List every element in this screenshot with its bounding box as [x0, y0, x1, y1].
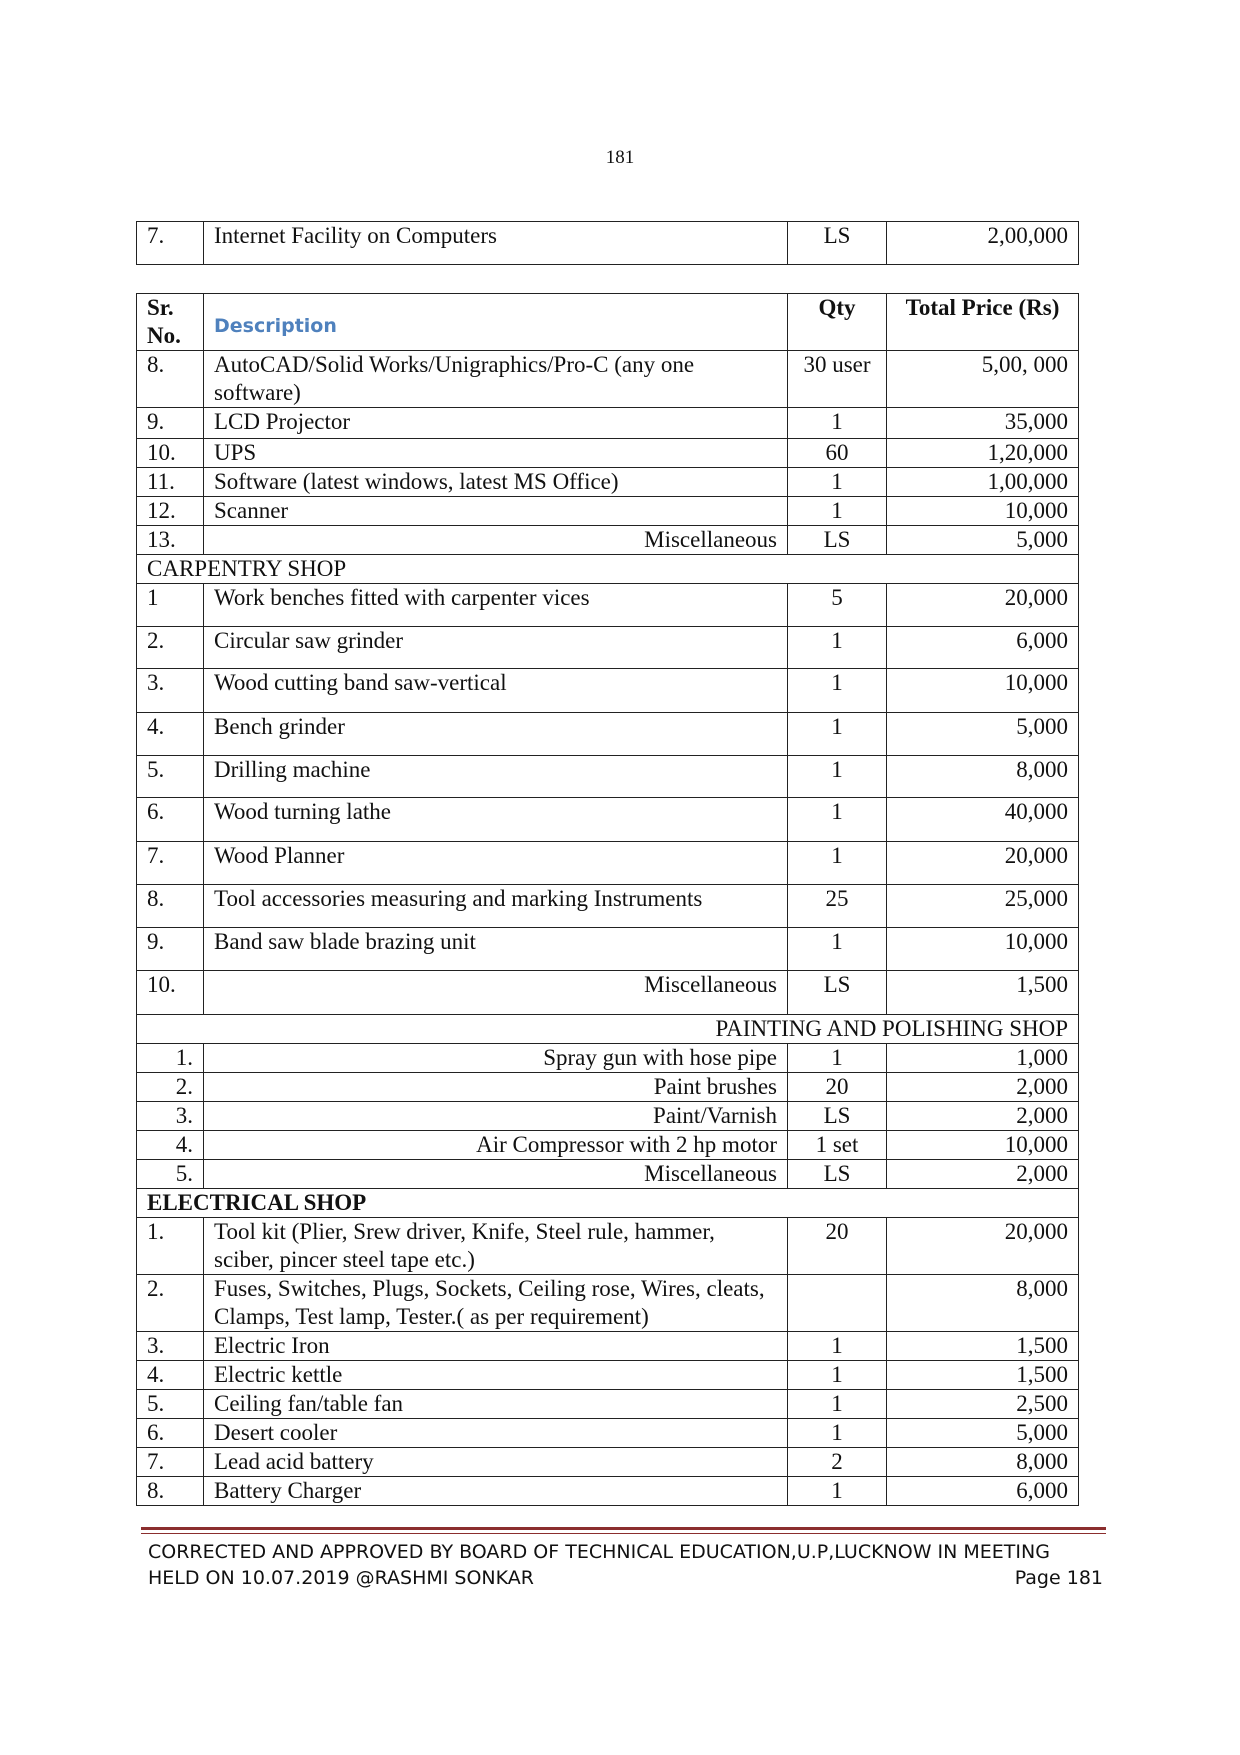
sr-cell: 8.	[137, 1477, 204, 1506]
price-cell: 10,000	[887, 928, 1079, 971]
sr-cell: 4.	[137, 1361, 204, 1390]
price-cell: 1,00,000	[887, 468, 1079, 497]
table-row	[137, 1160, 1079, 1189]
description-cell: Electric Iron	[204, 1332, 788, 1361]
qty-cell: LS	[788, 1102, 887, 1131]
description-cell: Ceiling fan/table fan	[204, 1390, 788, 1419]
table-row	[137, 713, 1079, 756]
price-cell: 8,000	[887, 1448, 1079, 1477]
description-cell: Spray gun with hose pipe	[204, 1044, 788, 1073]
table-row	[137, 756, 1079, 798]
qty-cell: 1	[788, 842, 887, 885]
qty-cell: 1	[788, 928, 887, 971]
qty-cell: 30 user	[788, 351, 887, 408]
sr-cell: 2.	[137, 1275, 204, 1332]
sr-cell: 1.	[137, 1218, 204, 1275]
description-cell: Scanner	[204, 497, 788, 526]
sr-cell: 1.	[137, 1044, 204, 1073]
table-row	[137, 669, 1079, 713]
table-row	[137, 468, 1079, 497]
painting-rows	[137, 1044, 1079, 1189]
price-cell: 1,000	[887, 1044, 1079, 1073]
section-row-painting	[137, 1015, 1079, 1044]
price-cell: 5,00, 000	[887, 351, 1079, 408]
qty-cell	[788, 1275, 887, 1332]
table-row	[137, 971, 1079, 1015]
qty-cell: LS	[788, 1160, 887, 1189]
section-row-carpentry	[137, 555, 1079, 584]
description-cell: Miscellaneous	[204, 526, 788, 555]
table-row	[137, 1073, 1079, 1102]
electrical-rows	[137, 1218, 1079, 1506]
table-row	[137, 885, 1079, 928]
price-cell: 2,000	[887, 1073, 1079, 1102]
description-header: Description	[204, 294, 788, 351]
price-cell: 8,000	[887, 1275, 1079, 1332]
price-cell: 35,000	[887, 408, 1079, 439]
description-cell: Paint/Varnish	[204, 1102, 788, 1131]
sr-cell: 6.	[137, 1419, 204, 1448]
table-row	[137, 627, 1079, 669]
price-cell: 10,000	[887, 497, 1079, 526]
description-cell: Wood cutting band saw-vertical	[204, 669, 788, 713]
price-header: Total Price (Rs)	[887, 294, 1079, 351]
description-cell: Work benches fitted with carpenter vices	[204, 584, 788, 627]
qty-cell: 25	[788, 885, 887, 928]
sr-cell: 5.	[137, 756, 204, 798]
qty-cell: 2	[788, 1448, 887, 1477]
price-cell: 10,000	[887, 1131, 1079, 1160]
description-cell: Wood turning lathe	[204, 798, 788, 842]
internet-facility-table	[136, 221, 1079, 265]
footer-approval-line: CORRECTED AND APPROVED BY BOARD OF TECHNICAL EDUCATION,U.P,LUCKNOW IN MEETING	[148, 1541, 1050, 1563]
description-cell: Software (latest windows, latest MS Office)	[204, 468, 788, 497]
qty-cell: 1	[788, 1332, 887, 1361]
table-row	[137, 1044, 1079, 1073]
table-row	[137, 1448, 1079, 1477]
qty-header: Qty	[788, 294, 887, 351]
sr-cell: 7.	[137, 842, 204, 885]
section-row-electrical	[137, 1189, 1079, 1218]
price-cell: 2,500	[887, 1390, 1079, 1419]
qty-cell: 1	[788, 669, 887, 713]
footer-page-label: Page 181	[1014, 1567, 1103, 1589]
price-cell: 10,000	[887, 669, 1079, 713]
sr-cell: 12.	[137, 497, 204, 526]
price-cell: 1,500	[887, 1361, 1079, 1390]
qty-cell: 1	[788, 408, 887, 439]
price-cell: 20,000	[887, 1218, 1079, 1275]
table-row	[137, 439, 1079, 468]
footer-divider-thin	[141, 1533, 1106, 1534]
qty-cell: 1	[788, 497, 887, 526]
sr-cell: 10.	[137, 439, 204, 468]
sr-cell: 13.	[137, 526, 204, 555]
sr-cell: 6.	[137, 798, 204, 842]
qty-cell: LS	[788, 222, 887, 265]
footer-meeting-text: HELD ON 10.07.2019 @RASHMI SONKAR	[148, 1567, 534, 1589]
sr-cell: 4.	[137, 1131, 204, 1160]
price-cell: 5,000	[887, 713, 1079, 756]
description-cell: AutoCAD/Solid Works/Unigraphics/Pro-C (any one software)	[204, 351, 788, 408]
price-cell: 25,000	[887, 885, 1079, 928]
table-row	[137, 584, 1079, 627]
section-title: ELECTRICAL SHOP	[137, 1189, 1079, 1218]
price-cell: 1,20,000	[887, 439, 1079, 468]
sr-cell: 8.	[137, 351, 204, 408]
sr-cell: 3.	[137, 669, 204, 713]
description-cell: Wood Planner	[204, 842, 788, 885]
qty-cell: LS	[788, 971, 887, 1015]
sr-cell: 1	[137, 584, 204, 627]
computer-rows	[137, 351, 1079, 555]
qty-cell: 1	[788, 798, 887, 842]
qty-cell: 1	[788, 1390, 887, 1419]
description-cell: Circular saw grinder	[204, 627, 788, 669]
equipment-table	[136, 293, 1079, 1506]
carpentry-rows	[137, 584, 1079, 1015]
qty-cell: 1	[788, 713, 887, 756]
sr-cell: 3.	[137, 1102, 204, 1131]
price-cell: 8,000	[887, 756, 1079, 798]
price-cell: 20,000	[887, 584, 1079, 627]
sr-cell: 7.	[137, 222, 204, 265]
description-cell: Miscellaneous	[204, 1160, 788, 1189]
price-cell: 40,000	[887, 798, 1079, 842]
price-cell: 1,500	[887, 1332, 1079, 1361]
sr-cell: 10.	[137, 971, 204, 1015]
qty-cell: 20	[788, 1073, 887, 1102]
qty-cell: 5	[788, 584, 887, 627]
table-row	[137, 842, 1079, 885]
section-title: PAINTING AND POLISHING SHOP	[137, 1015, 1079, 1044]
sr-cell: 4.	[137, 713, 204, 756]
description-cell: Air Compressor with 2 hp motor	[204, 1131, 788, 1160]
table-row	[137, 222, 1079, 265]
table-row	[137, 1477, 1079, 1506]
sr-header: Sr. No.	[137, 294, 204, 351]
price-cell: 5,000	[887, 1419, 1079, 1448]
page-number: 181	[605, 147, 635, 168]
sr-cell: 9.	[137, 928, 204, 971]
table-row	[137, 1102, 1079, 1131]
table-row	[137, 1131, 1079, 1160]
sr-cell: 5.	[137, 1390, 204, 1419]
table-row	[137, 526, 1079, 555]
price-cell: 5,000	[887, 526, 1079, 555]
footer-divider	[141, 1527, 1106, 1530]
qty-cell: 1	[788, 1419, 887, 1448]
description-cell: Electric kettle	[204, 1361, 788, 1390]
price-cell: 1,500	[887, 971, 1079, 1015]
price-cell: 6,000	[887, 627, 1079, 669]
qty-cell: 60	[788, 439, 887, 468]
description-cell: Band saw blade brazing unit	[204, 928, 788, 971]
price-cell: 2,000	[887, 1160, 1079, 1189]
sr-cell: 7.	[137, 1448, 204, 1477]
price-cell: 2,00,000	[887, 222, 1079, 265]
qty-cell: 1	[788, 756, 887, 798]
description-cell: UPS	[204, 439, 788, 468]
sr-cell: 3.	[137, 1332, 204, 1361]
table-row	[137, 351, 1079, 408]
table-row	[137, 798, 1079, 842]
description-cell: Battery Charger	[204, 1477, 788, 1506]
sr-cell: 11.	[137, 468, 204, 497]
table-row	[137, 1275, 1079, 1332]
sr-cell: 2.	[137, 627, 204, 669]
table-row	[137, 1361, 1079, 1390]
qty-cell: 1	[788, 627, 887, 669]
sr-cell: 2.	[137, 1073, 204, 1102]
footer-meeting-line	[148, 1567, 1103, 1589]
description-cell: Lead acid battery	[204, 1448, 788, 1477]
table-row	[137, 408, 1079, 439]
description-cell: Tool kit (Plier, Srew driver, Knife, Steel rule, hammer, sciber, pincer steel tape etc.)	[204, 1218, 788, 1275]
price-cell: 20,000	[887, 842, 1079, 885]
qty-cell: 1	[788, 1361, 887, 1390]
qty-cell: 1	[788, 1477, 887, 1506]
description-cell: Desert cooler	[204, 1419, 788, 1448]
description-cell: LCD Projector	[204, 408, 788, 439]
description-cell: Paint brushes	[204, 1073, 788, 1102]
qty-cell: 20	[788, 1218, 887, 1275]
price-cell: 6,000	[887, 1477, 1079, 1506]
description-cell: Miscellaneous	[204, 971, 788, 1015]
qty-cell: 1	[788, 468, 887, 497]
table-row	[137, 497, 1079, 526]
table-row	[137, 1218, 1079, 1275]
table-row	[137, 1419, 1079, 1448]
qty-cell: 1	[788, 1044, 887, 1073]
description-cell: Drilling machine	[204, 756, 788, 798]
sr-cell: 5.	[137, 1160, 204, 1189]
sr-cell: 9.	[137, 408, 204, 439]
description-cell: Fuses, Switches, Plugs, Sockets, Ceiling rose, Wires, cleats, Clamps, Test lamp, Tester.( as per requirement)	[204, 1275, 788, 1332]
table-row	[137, 1390, 1079, 1419]
table-row	[137, 1332, 1079, 1361]
table-row	[137, 928, 1079, 971]
description-cell: Tool accessories measuring and marking Instruments	[204, 885, 788, 928]
description-cell: Internet Facility on Computers	[204, 222, 788, 265]
qty-cell: LS	[788, 526, 887, 555]
section-title: CARPENTRY SHOP	[137, 555, 1079, 584]
description-cell: Bench grinder	[204, 713, 788, 756]
sr-cell: 8.	[137, 885, 204, 928]
price-cell: 2,000	[887, 1102, 1079, 1131]
header-row	[137, 294, 1079, 351]
qty-cell: 1 set	[788, 1131, 887, 1160]
